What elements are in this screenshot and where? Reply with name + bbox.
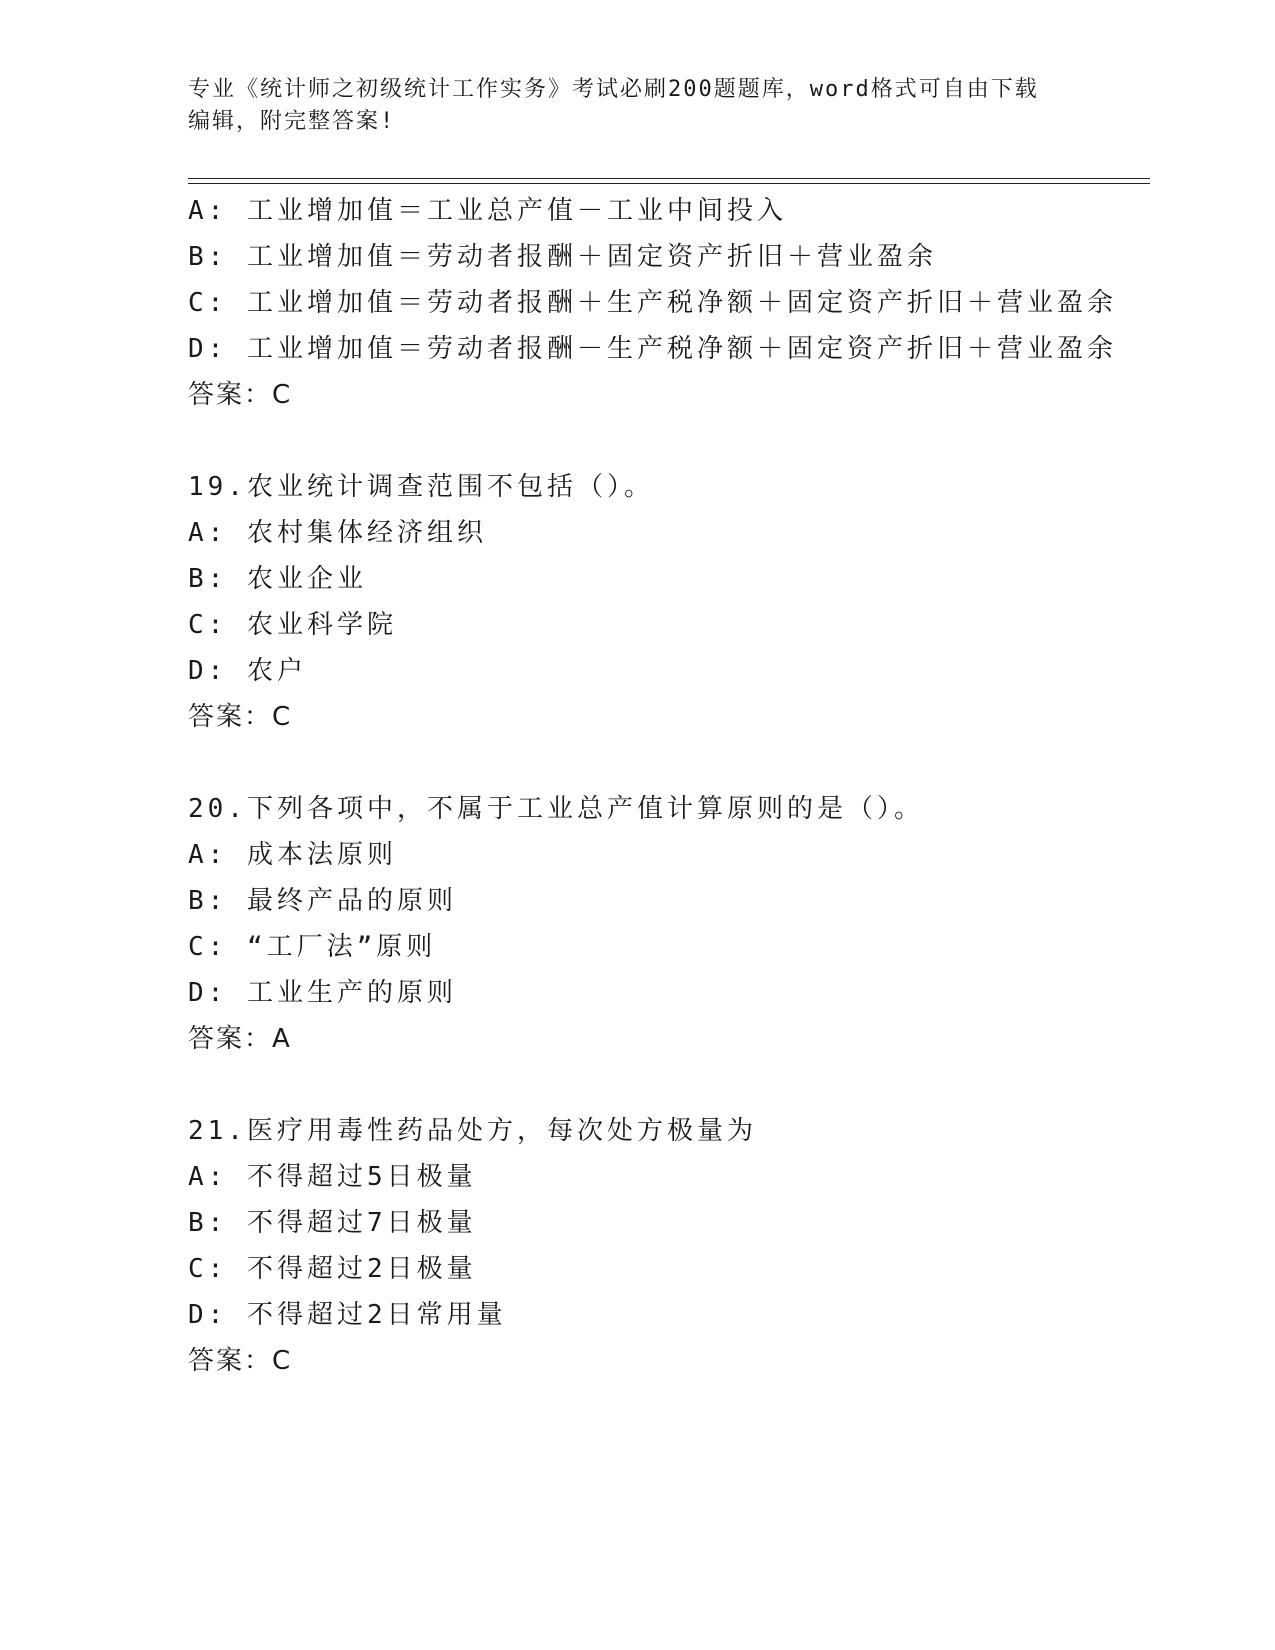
option-a: A: 成本法原则 xyxy=(188,840,397,870)
option-c: C: 不得超过2日极量 xyxy=(188,1254,477,1284)
answer-text: 答案：A xyxy=(188,1024,292,1054)
spacer xyxy=(188,418,1188,464)
option-b: B: 工业增加值＝劳动者报酬＋固定资产折旧＋营业盈余 xyxy=(188,242,937,272)
question-text: 20.下列各项中，不属于工业总产值计算原则的是（）。 xyxy=(188,794,924,824)
option-d: D: 工业增加值＝劳动者报酬－生产税净额＋固定资产折旧＋营业盈余 xyxy=(188,334,1117,364)
option-c: C: 工业增加值＝劳动者报酬＋生产税净额＋固定资产折旧＋营业盈余 xyxy=(188,288,1117,318)
question-list xyxy=(188,188,1188,1384)
question-text: 19.农业统计调查范围不包括（）。 xyxy=(188,472,654,502)
document-header xyxy=(188,74,1088,138)
question-block xyxy=(188,1108,1188,1384)
option-c: C: “工厂法”原则 xyxy=(188,932,437,962)
option-a: A: 农村集体经济组织 xyxy=(188,518,487,548)
header-divider-top xyxy=(188,178,1150,179)
option-b: B: 最终产品的原则 xyxy=(188,886,457,916)
spacer xyxy=(188,740,1188,786)
option-b: B: 不得超过7日极量 xyxy=(188,1208,477,1238)
header-line-1: 专业《统计师之初级统计工作实务》考试必刷200题题库，word格式可自由下载 xyxy=(188,77,1039,102)
spacer xyxy=(188,1062,1188,1108)
header-line-2: 编辑，附完整答案! xyxy=(188,109,396,134)
option-c: C: 农业科学院 xyxy=(188,610,397,640)
answer-text: 答案：C xyxy=(188,1346,293,1376)
question-block xyxy=(188,464,1188,740)
header-divider-bottom xyxy=(188,183,1150,184)
option-a: A: 不得超过5日极量 xyxy=(188,1162,477,1192)
option-d: D: 不得超过2日常用量 xyxy=(188,1300,507,1330)
option-d: D: 农户 xyxy=(188,656,307,686)
option-d: D: 工业生产的原则 xyxy=(188,978,457,1008)
answer-text: 答案：C xyxy=(188,702,293,732)
question-text: 21.医疗用毒性药品处方，每次处方极量为 xyxy=(188,1116,757,1146)
option-a: A: 工业增加值＝工业总产值－工业中间投入 xyxy=(188,196,787,226)
question-block xyxy=(188,786,1188,1062)
answer-text: 答案：C xyxy=(188,380,293,410)
question-block xyxy=(188,188,1188,418)
option-b: B: 农业企业 xyxy=(188,564,367,594)
